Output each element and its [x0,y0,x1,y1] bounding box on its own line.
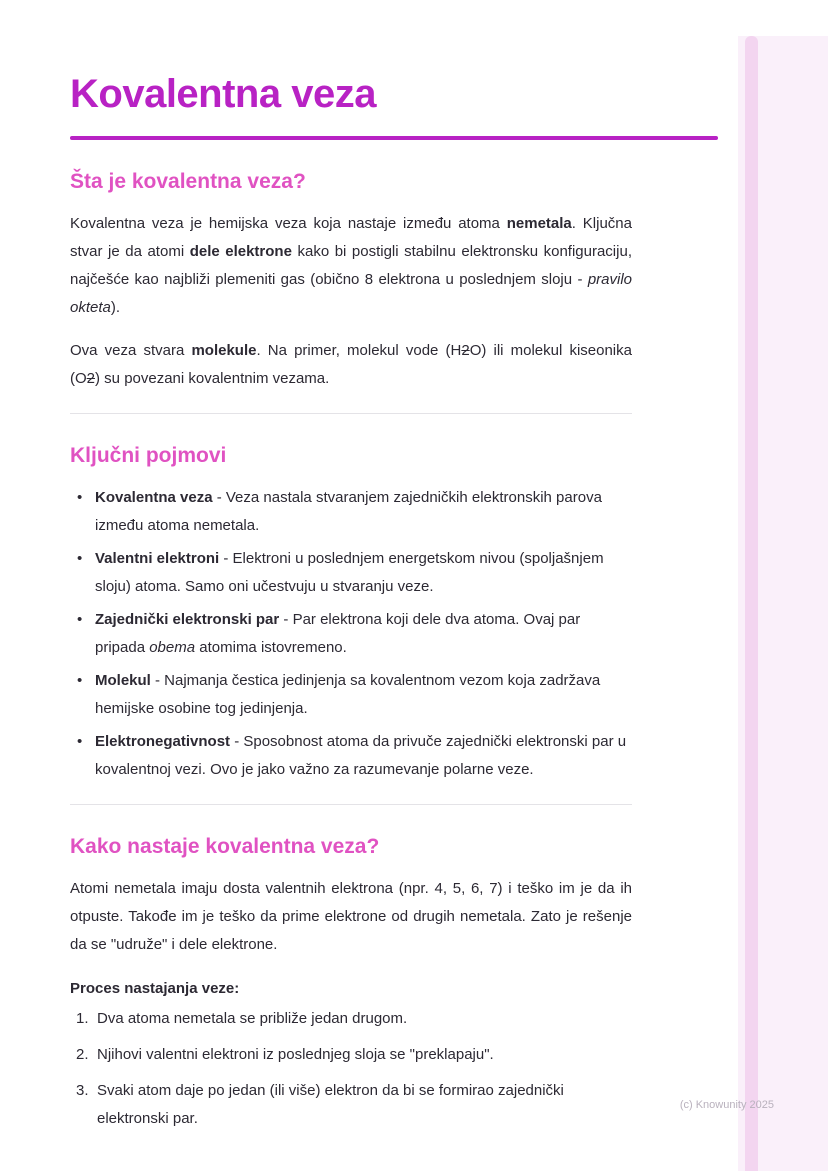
text-run: atomima istovremeno. [195,639,347,656]
text-run: - Veza nastala stvaranjem zajedničkih elektronskih parova između atoma nemetala. [95,489,602,534]
page-title: Kovalentna veza [70,72,376,116]
document-content [70,72,632,1141]
text-run-italic: obema [149,639,196,656]
section-heading-formation: Kako nastaje kovalentna veza? [70,835,380,858]
text-run: O) ili molekul kiseonika (O [70,342,632,387]
text-run: . Ključna stvar je da atomi [70,215,632,260]
list-item [70,667,632,723]
list-item [70,545,632,601]
term-name: Elektronegativnost [95,733,231,750]
process-steps-list [70,1005,632,1133]
copyright-watermark: (c) Knowunity 2025 [679,1099,774,1111]
text-run: ) su povezani kovalentnim vezama. [95,370,330,387]
paragraph-definition [70,210,632,322]
text-run: - Par elektrona koji dele dva atoma. Ovaj par pripada [95,611,581,656]
page-margin-bar [745,36,758,1171]
text-run-bold: molekule [191,342,257,359]
text-run-strike: 2 [86,370,96,387]
text-run-strike: 2 [461,342,470,359]
section-key-terms [70,444,632,784]
text-run: - Sposobnost atoma da privuče zajednički elektronski par u kovalentnoj vezi. Ovo je jako važno za razumevanje polarne veze. [95,733,627,778]
text-run: kako bi postigli stabilnu elektronsku konfiguraciju, najčešće kao najbliži plemeniti gas (obično 8 elektrona u poslednjem sloju - [70,243,632,288]
text-run: - Elektroni u poslednjem energetskom nivou (spoljašnjem sloju) atoma. Samo oni učestvuju u stvaranju veze. [95,550,604,595]
text-run: Kovalentna veza je hemijska veza koja nastaje između atoma [70,215,507,232]
section-formation [70,835,632,1133]
section-divider [70,413,632,414]
text-run: ). [110,299,121,316]
page-margin-decoration [738,36,828,1171]
text-run-bold: dele elektrone [189,243,292,260]
paragraph-formation: Atomi nemetala imaju dosta valentnih elektrona (npr. 4, 5, 6, 7) i teško im je da ih otpuste. Takođe im je teško da prime elektrone od drugih nemetala. Zato je rešenje da se "udruže" i dele elektrone. [70,880,632,953]
section-divider [70,804,632,805]
text-run-bold: nemetala [506,215,572,232]
list-item [70,606,632,662]
term-name: Valentni elektroni [95,550,220,567]
section-heading-key-terms: Ključni pojmovi [70,444,227,467]
text-run-italic: pravilo okteta [70,271,632,316]
section-what-is [70,170,632,393]
list-item [70,728,632,784]
paragraph-molecules [70,337,632,393]
term-name: Zajednički elektronski par [95,611,280,628]
key-terms-list [70,484,632,784]
process-subheading: Proces nastajanja veze: [70,980,240,997]
list-item: Svaki atom daje po jedan (ili više) elektron da bi se formirao zajednički elektronski par. [97,1082,564,1127]
list-item: Njihovi valentni elektroni iz poslednjeg sloja se "preklapaju". [97,1046,494,1063]
list-item: Dva atoma nemetala se približe jedan drugom. [97,1010,408,1027]
term-name: Molekul [95,672,151,689]
section-heading-what-is: Šta je kovalentna veza? [70,170,306,193]
text-run: Ova veza stvara [70,342,192,359]
title-underline-rule [70,136,718,140]
term-name: Kovalentna veza [95,489,213,506]
text-run: - Najmanja čestica jedinjenja sa kovalentnom vezom koja zadržava hemijske osobine tog jedinjenja. [95,672,601,717]
text-run: . Na primer, molekul vode (H [256,342,462,359]
list-item [70,484,632,540]
